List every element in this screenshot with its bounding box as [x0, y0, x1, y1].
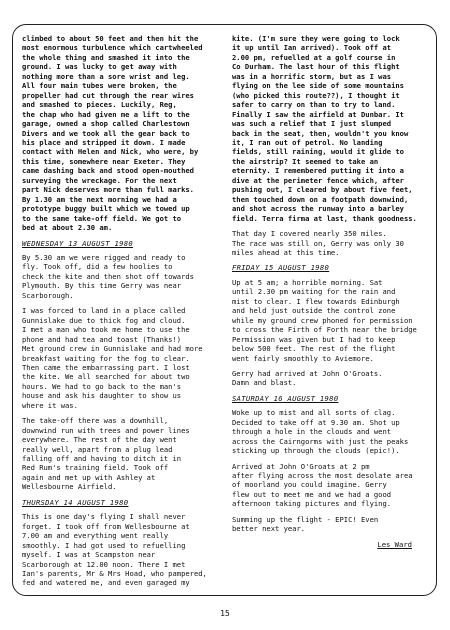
author-signature: Les Ward: [377, 539, 412, 549]
paragraph: I was forced to land in a place called Gunnislake due to thick fog and cloud. I met a man who took me home to use the phone and had tea and toast (Thanks!) Met ground crew in Gunnislake and had more breakfast waiting for the fog to clear. Then came the embarrassing part. I lost the kite. We all searched for about two hours. We had to go back to the man's house and ask his daughter to show us where it was.: [22, 306, 203, 410]
paragraph: Gerry had arrived at John O'Groats. Damn and blast.: [232, 368, 383, 388]
date-heading: WEDNESDAY 13 AUGUST 1980: [22, 238, 134, 248]
paragraph: Woke up to mist and all sorts of clag. Decided to take off at 9.30 am. Shot up through a hole in the clouds and went across the Cairngorms with just the peaks sticking up through the clouds (epic!).: [232, 408, 409, 456]
paragraph: The take-off there was a downhill, downwind run with trees and power lines everywhere. The rest of the day went really well, apart from a plug lead falling off and having to ditch it in Red Rum's training field. Took off again and met up with Ashley at Wellesbourne Airfield.: [22, 416, 190, 492]
date-heading: FRIDAY 15 AUGUST 1980: [232, 263, 330, 273]
paragraph: By 5.30 am we were rigged and ready to fly. Took off, did a few hoolies to check the kite and then shot off towards Plymouth. By this time Gerry was near Scarborough.: [22, 252, 194, 300]
paragraph: kite. (I'm sure they were going to lock it up until Ian arrived). Took off at 2.00 pm, refuelled at a golf course in Co Durham. The last hour of this flight was in a horrific storm, but as I was flying on the lee side of some mountains (who picked this route??), I thought it safer to carry on than to try to land. Finally I saw the airfield at Dunbar. It was such a relief that I just slumped back in the seat, then, wouldn't you know it, I ran out of petrol. No landing fields, still raining, would it glide to the airstrip? It seemed to take an eternity. I remembered putting it into a dive at the perimeter fence which, after pushing out, I cleared by about five feet, then touched down on a footpath downwind, and shot across the runway into a barley field. Terra firma at last, thank goodness.: [232, 34, 417, 223]
page-number: 15: [220, 609, 230, 618]
date-heading: THURSDAY 14 AUGUST 1980: [22, 497, 129, 507]
right-column: [232, 34, 434, 555]
paragraph: Arrived at John O'Groats at 2 pm after flying across the most desolate area of moorland you could imagine. Gerry flew out to meet me and we had a good afternoon taking pictures and flying.: [232, 461, 413, 509]
paragraph: climbed to about 50 feet and then hit the most enormous turbulence which cartwheeled the whole thing and smashed it into the ground. I was lucky to get away with nothing more than a sore wrist and leg. All four main tubes were broken, the propeller had cut through the rear wires and smashed to pieces. Luckily, Reg, the chap who had given me a lift to the garage, owned a shop called Charlestown Divers and we took all the gear back to his place and stripped it down. I made contact with Helen and Nick, who were, by this time, somewhere near Exeter. They came dashing back and stood open-mouthed surveying the wreckage. For the next part Nick deserves more than full marks. By 1.30 am the next morning we had a prototype buggy built which we towed up to the same take-off field. We got to bed at about 2.30 am.: [22, 34, 203, 233]
paragraph: This is one day's flying I shall never forget. I took off from Wellesbourne at 7.00 am and everything went really smoothly. I had got used to refuelling myself. I was at Scampston near Scarborough at 12.00 noon. There I met Ian's parents, Mr & Mrs Hoad, who pampered, fed and watered me, and even garaged my: [22, 512, 207, 588]
date-heading: SATURDAY 16 AUGUST 1980: [232, 393, 339, 403]
paragraph: That day I covered nearly 350 miles. The race was still on, Gerry was only 30 miles ahead at this time.: [232, 229, 404, 257]
paragraph: Up at 5 am; a horrible morning. Sat until 2.30 pm waiting for the rain and mist to clear. I flew towards Edinburgh and held just outside the control zone while my ground crew phoned for permission to cross the Firth of Forth near the bridge Permission was given but I had to keep below 500 feet. The rest of the flight went fairly smoothly to Aviemore.: [232, 277, 417, 363]
paragraph: Summing up the flight - EPIC! Even better next year.: [232, 514, 379, 534]
left-column: [22, 34, 230, 594]
